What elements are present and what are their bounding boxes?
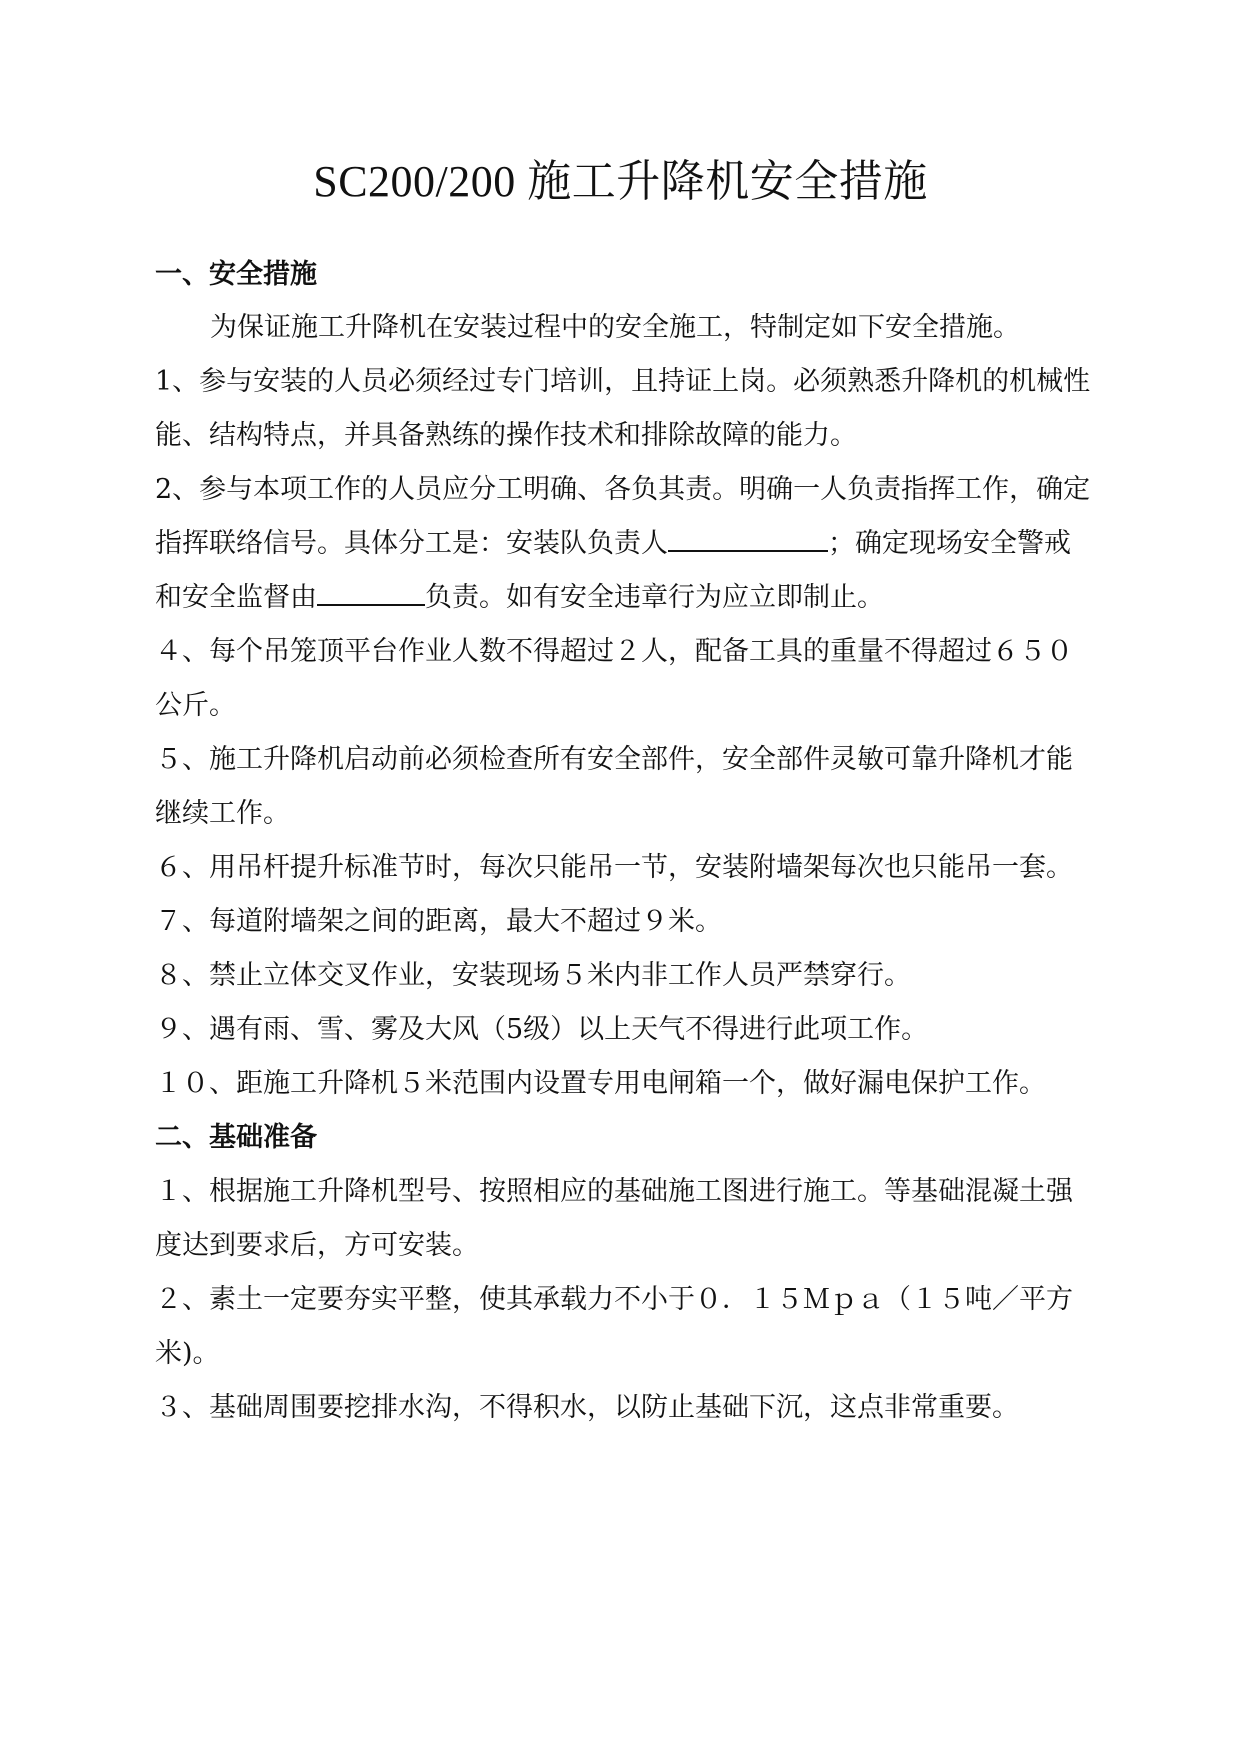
item-4-line-2: 公斤。 (155, 690, 236, 721)
foundation-item-1-line-2: 度达到要求后，方可安装。 (155, 1230, 479, 1261)
item-4-line-1: ４、每个吊笼顶平台作业人数不得超过２人，配备工具的重量不得超过６５０ (155, 636, 1073, 667)
item-7: ７、每道附墙架之间的距离，最大不超过９米。 (155, 906, 722, 937)
item-2-line-3-text-a: 和安全监督由 (155, 582, 317, 613)
item-2-line-2-text-a: 指挥联络信号。具体分工是：安装队负责人 (155, 528, 668, 559)
item-2-line-3 (155, 578, 1095, 618)
item-6: ６、用吊杆提升标准节时，每次只能吊一节，安装附墙架每次也只能吊一套。 (155, 852, 1073, 883)
section-heading-safety-measures: 一、安全措施 (155, 259, 317, 290)
intro-paragraph: 为保证施工升降机在安装过程中的安全施工，特制定如下安全措施。 (210, 312, 1020, 343)
document-title: SC200/200 施工升降机安全措施 (313, 157, 928, 206)
item-8: ８、禁止立体交叉作业，安装现场５米内非工作人员严禁穿行。 (155, 960, 911, 991)
item-5-line-1: ５、施工升降机启动前必须检查所有安全部件，安全部件灵敏可靠升降机才能 (155, 744, 1073, 775)
item-5-line-2: 继续工作。 (155, 798, 290, 829)
safety-supervisor-blank (317, 580, 425, 606)
foundation-item-3: ３、基础周围要挖排水沟，不得积水，以防止基础下沉，这点非常重要。 (155, 1392, 1019, 1423)
team-leader-blank (668, 526, 828, 552)
foundation-item-2-line-2: 米)。 (155, 1338, 220, 1369)
foundation-item-2-line-1: ２、素土一定要夯实平整，使其承载力不小于０．１５Ｍｐａ（１５吨／平方 (155, 1284, 1073, 1315)
item-10: １０、距施工升降机５米范围内设置专用电闸箱一个，做好漏电保护工作。 (155, 1068, 1046, 1099)
foundation-item-1-line-1: １、根据施工升降机型号、按照相应的基础施工图进行施工。等基础混凝土强 (155, 1176, 1073, 1207)
item-2-line-3-text-b: 负责。如有安全违章行为应立即制止。 (425, 582, 884, 613)
item-1-line-2: 能、结构特点，并具备熟练的操作技术和排除故障的能力。 (155, 420, 857, 451)
item-2-line-2-text-b: ；确定现场安全警戒 (828, 528, 1071, 559)
item-2-line-1: 2、参与本项工作的人员应分工明确、各负其责。明确一人负责指挥工作，确定 (155, 474, 1091, 505)
item-9: ９、遇有雨、雪、雾及大风（5级）以上天气不得进行此项工作。 (155, 1014, 929, 1045)
section-heading-foundation-preparation: 二、基础准备 (155, 1122, 317, 1153)
item-1-line-1: 1、参与安装的人员必须经过专门培训，且持证上岗。必须熟悉升降机的机械性 (155, 366, 1091, 397)
item-2-line-2 (155, 524, 1095, 564)
